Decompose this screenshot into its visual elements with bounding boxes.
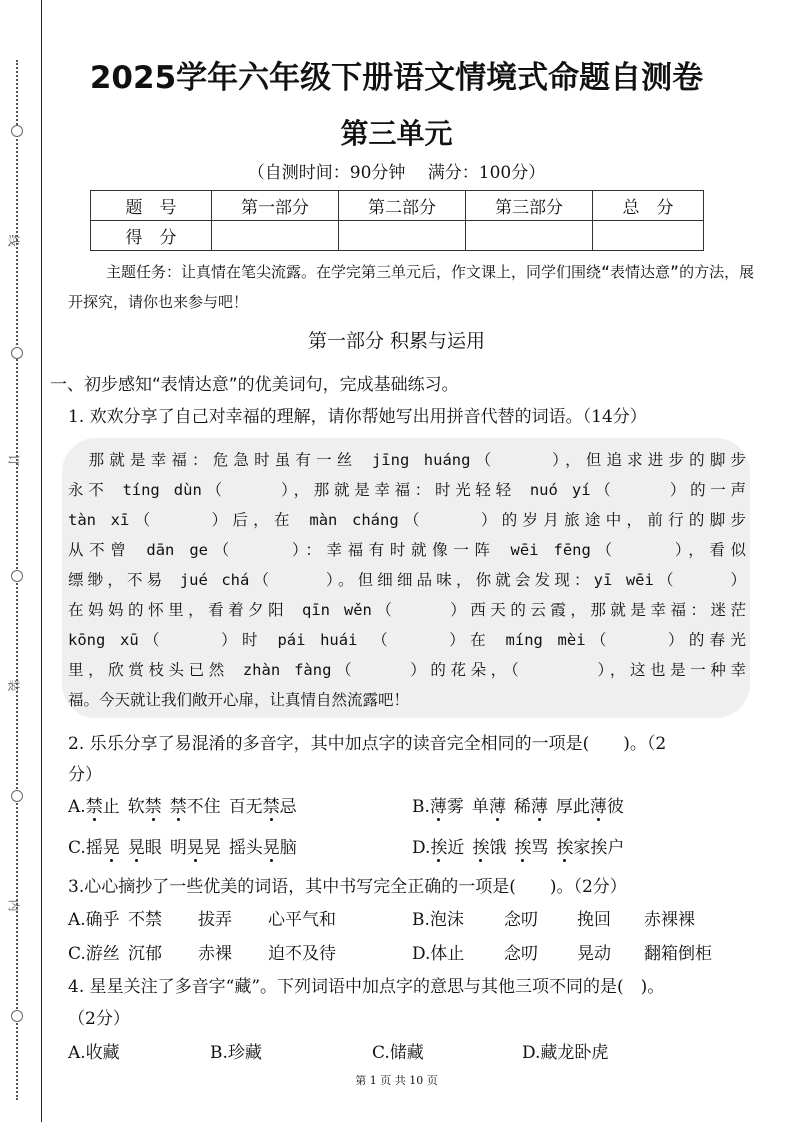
option-word-wrap [430,833,464,858]
option-word: 挨饿 [472,838,507,858]
option-word-wrap [514,792,548,817]
emphasis-dot [437,818,440,821]
option-word: 晃动 [577,944,611,964]
option-label: A. [68,797,86,817]
margin-label: 订 [6,454,21,467]
table-cell: 第三部分 [466,191,593,221]
option-b [412,905,752,929]
score-table [90,190,704,251]
option-word: 挨家挨户 [556,838,625,858]
option-word-wrap [128,833,162,858]
question-4-prompt-cont: （2分） [68,1009,130,1029]
passage-line: 那就是幸福：危急时虽有一丝 jīng huáng（ ），但追求进步的脚步 [68,451,746,469]
option-word: 晃眼 [127,838,162,858]
emphasis-dot [521,859,524,862]
option-b [412,792,624,817]
option-a: A.收藏 [68,1043,120,1063]
margin-label: 装 [6,679,21,692]
table-cell: 得 分 [91,221,212,251]
option-word-wrap [430,792,464,817]
unit-subtitle: 第三单元 [340,117,453,150]
question-4-prompt: 4. 星星关注了多音字“藏”。下列词语中加点字的意思与其他三项不同的是( )。 [68,977,665,997]
option-d [412,939,752,963]
question-3-prompt: 3.心心摘抄了一些优美的词语，其中书写完全正确的一项是( )。（2分） [68,877,627,897]
option-c [68,939,408,963]
emphasis-dot [177,818,180,821]
score-cell [466,221,593,251]
option-word: 沉郁 [128,944,162,964]
option-word-wrap [170,792,221,817]
option-word: 挨骂 [514,838,549,858]
option-word-wrap [556,792,624,817]
table-cell: 总 分 [593,191,704,221]
score-cell [593,221,704,251]
option-word-wrap [229,833,297,858]
table-cell: 第一部分 [212,191,339,221]
option-a [68,905,408,929]
option-word: 赤裸 [198,944,232,964]
emphasis-dot [194,859,197,862]
option-word: 念叨 [504,910,538,930]
option-word-wrap [86,833,120,858]
emphasis-dot [597,818,600,821]
option-word: C.游丝 [68,944,120,964]
circle-marker [11,790,23,802]
option-word: 软禁 [127,797,162,817]
option-word: 摇头晃脑 [228,838,297,858]
option-word: 百无禁忌 [228,797,297,817]
circle-marker [11,1010,23,1022]
option-word: 赤裸裸 [644,910,695,930]
option-word: 不禁 [128,910,162,930]
option-word: A.确乎 [68,910,120,930]
question-2-prompt-cont: 分） [68,765,102,785]
option-word: 单薄 [471,797,506,817]
page-title: 2025学年六年级下册语文情境式命题自测卷 [89,60,704,96]
score-cell [212,221,339,251]
emphasis-dot [110,859,113,862]
emphasis-dot [93,818,96,821]
emphasis-dot [538,818,541,821]
option-word: 念叨 [504,944,538,964]
passage-line: 里，欣赏枝头已然 zhàn fàng（ ）的花朵，（ ），这也是一种幸 [68,661,746,679]
option-word: B.泡沫 [412,910,464,930]
option-label: B. [412,797,430,817]
emphasis-dot [135,859,138,862]
option-word-wrap [472,792,506,817]
option-word: 禁不住 [169,797,221,817]
option-word: 心平气和 [268,910,336,930]
page-footer: 第 1 页 共 10 页 [355,1074,438,1087]
emphasis-dot [563,859,566,862]
emphasis-dot [152,818,155,821]
part-one-heading: 一、初步感知“表情达意”的优美词句，完成基础练习。 [50,375,459,395]
score-cell [339,221,466,251]
option-label: D. [412,838,431,858]
option-word: 明晃晃 [169,838,221,858]
option-word: 摇晃 [85,838,120,858]
circle-marker [11,570,23,582]
option-word: 禁止 [85,797,120,817]
emphasis-dot [270,859,273,862]
theme-task-intro: 主题任务：让真情在笔尖流露。在学完第三单元后，作文课上，同学们围绕“表情达意”的方法，展开探究，请你也来参与吧！ [68,263,755,311]
emphasis-dot [496,818,499,821]
section-title: 第一部分 积累与运用 [307,330,486,352]
option-word-wrap [472,833,506,858]
option-word: 翻箱倒柜 [644,944,712,964]
option-word: 厚此薄彼 [555,797,624,817]
option-word: 挽回 [577,910,611,930]
emphasis-dot [437,859,440,862]
option-word: 稀薄 [513,797,548,817]
option-d: D.藏龙卧虎 [522,1043,609,1063]
passage-line: tàn xī（ ）后，在 màn cháng（ ）的岁月旅途中，前行的脚步 [68,511,746,529]
passage-line: 福。今天就让我们敞开心扉，让真情自然流露吧！ [68,691,410,709]
passage-line: 从不曾 dān ge（ ）：幸福有时就像一阵 wēi fēng（ ），看似 [68,541,746,559]
score-table-score-row [91,221,704,251]
option-word: 迫不及待 [268,944,336,964]
margin-label: 内 [6,899,21,912]
option-c: C.储藏 [372,1043,424,1063]
margin-label: 线 [6,234,21,247]
option-label: C. [68,838,86,858]
option-word-wrap [229,792,297,817]
time-info: （自测时间：90分钟 满分：100分） [247,163,546,183]
table-cell: 第二部分 [339,191,466,221]
option-word: 挨近 [430,838,465,858]
score-table-header-row [91,191,704,221]
passage-line: kōng xū（ ）时 pái huái （ ）在 míng mèi（ ）的春光 [68,631,746,649]
option-b: B.珍藏 [210,1043,262,1063]
table-cell: 题 号 [91,191,212,221]
option-a [68,792,297,817]
option-word: 薄雾 [429,797,464,817]
option-word-wrap [170,833,221,858]
question-2-prompt: 2. 乐乐分享了易混淆的多音字，其中加点字的读音完全相同的一项是( )。（2 [68,734,667,754]
option-word-wrap [86,792,120,817]
option-c [68,833,297,858]
passage-line: 在妈妈的怀里，看着夕阳 qīn wěn（ ）西天的云霞，那就是幸福：迷茫 [68,601,746,619]
option-word-wrap [128,792,162,817]
option-d [412,833,624,858]
question-1-prompt: 1. 欢欢分享了自己对幸福的理解，请你帮她写出用拼音代替的词语。（14分） [68,407,647,427]
emphasis-dot [479,859,482,862]
option-word-wrap [514,833,548,858]
option-word-wrap [556,833,624,858]
emphasis-dot [270,818,273,821]
option-word: D.体止 [412,944,465,964]
passage-line: 缥缈，不易 jué chá（ ）。但细细品味，你就会发现：yī wēi（ ） [68,571,746,589]
option-word: 拔弄 [198,910,232,930]
passage-line: 永不 tíng dùn（ ），那就是幸福：时光轻轻 nuó yí（ ）的一声 [68,481,746,499]
